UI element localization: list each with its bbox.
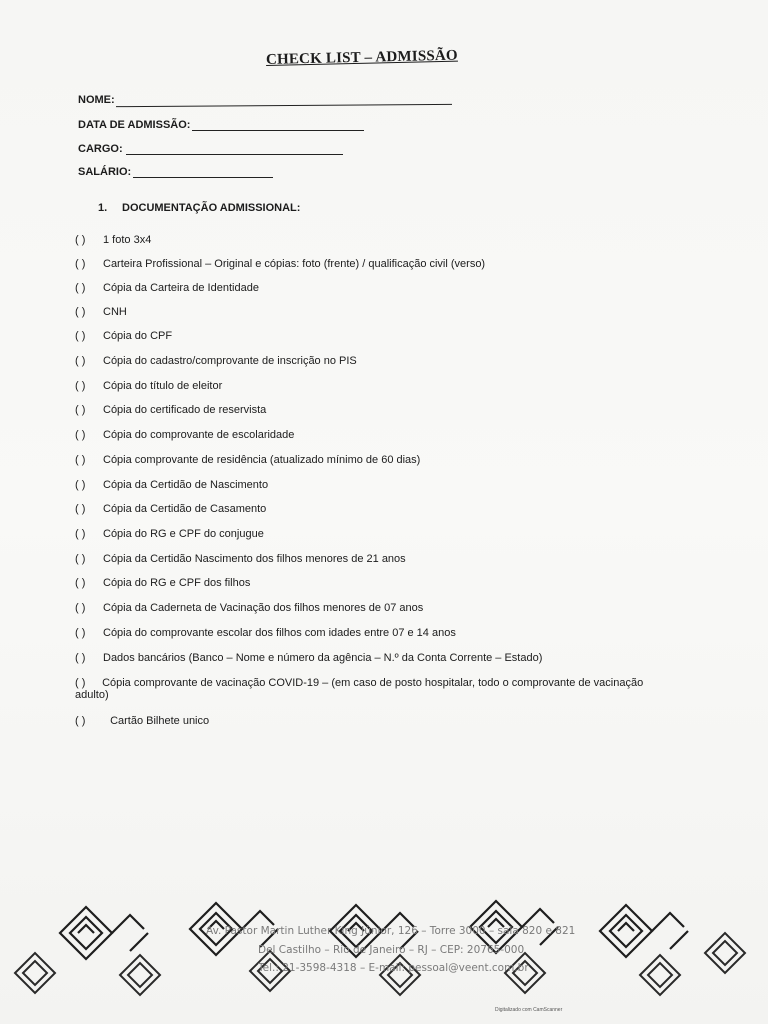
checklist-item: [75, 258, 485, 270]
checkbox-mark[interactable]: ( ): [75, 306, 86, 318]
checkbox-mark[interactable]: ( ): [75, 258, 86, 270]
checkbox-mark[interactable]: ( ): [75, 503, 86, 515]
checkbox-mark[interactable]: ( ): [75, 602, 86, 614]
section-label: DOCUMENTAÇÃO ADMISSIONAL:: [122, 202, 301, 214]
checklist-item: [75, 404, 266, 416]
checklist-item: [75, 234, 151, 246]
cargo-field: [78, 143, 123, 155]
checklist-item: [75, 602, 423, 614]
data-admissao-label: DATA DE ADMISSÃO:: [78, 119, 191, 131]
cargo-blank-line: [126, 154, 343, 155]
footer-contact: Tel.: 21-3598-4318 – E-mail: pessoal@veent.com.br: [258, 962, 529, 974]
cargo-label: CARGO:: [78, 143, 123, 155]
salario-label: SALÁRIO:: [78, 166, 132, 178]
nome-field: [78, 94, 115, 106]
section-heading: [98, 202, 300, 214]
checkbox-mark[interactable]: ( ): [75, 652, 86, 664]
checklist-item-label: Cópia do comprovante escolar dos filhos com idades entre 07 e 14 anos: [103, 627, 456, 639]
checklist-item: [75, 528, 264, 540]
salario-blank-line: [133, 177, 273, 178]
footer-address-line1: Av. Pastor Martin Luther King Júnior, 126 – Torre 3000 – sala 820 e 821: [206, 925, 576, 937]
checklist-item-label: Cópia do RG e CPF dos filhos: [103, 577, 251, 589]
footer-address-line2: Del Castilho – Rio de Janeiro – RJ – CEP: 20765-000: [258, 944, 525, 956]
checklist-item-label: Cópia do comprovante de escolaridade: [103, 429, 295, 441]
checklist-item-label: Cópia do título de eleitor: [103, 380, 223, 392]
checklist-item: [75, 282, 259, 294]
checkbox-mark[interactable]: ( ): [75, 715, 86, 727]
checklist-item-label: Cópia da Caderneta de Vacinação dos filhos menores de 07 anos: [103, 602, 424, 614]
checkbox-mark[interactable]: ( ): [75, 553, 86, 565]
checklist-item-covid: [75, 677, 675, 701]
checklist-item: [75, 503, 266, 515]
checklist-item-label: Cópia do CPF: [103, 330, 173, 342]
checklist-item: [75, 577, 250, 589]
checklist-item-covid-line2: adulto): [75, 689, 109, 701]
checklist-item-label: Cartão Bilhete unico: [110, 715, 210, 727]
checklist-item-last: [75, 715, 209, 727]
nome-blank-line: [116, 104, 452, 107]
page-title: CHECK LIST – ADMISSÃO: [265, 47, 459, 68]
checkbox-mark[interactable]: ( ): [75, 330, 86, 342]
checkbox-mark[interactable]: ( ): [75, 429, 86, 441]
checklist-item-label: CNH: [103, 306, 127, 318]
checklist-item: [75, 627, 456, 639]
checklist-item: [75, 652, 542, 664]
checklist-item-label: Cópia da Certidão Nascimento dos filhos menores de 21 anos: [103, 553, 406, 565]
checkbox-mark[interactable]: ( ): [75, 355, 86, 367]
checklist-item: [75, 479, 268, 491]
checkbox-mark[interactable]: ( ): [75, 380, 86, 392]
section-number: 1.: [98, 202, 108, 214]
checklist-item: [75, 553, 406, 565]
checkbox-mark[interactable]: ( ): [75, 627, 86, 639]
salario-field: [78, 166, 131, 178]
checklist-item-label: Cópia da Certidão de Casamento: [103, 503, 267, 515]
checklist-item: [75, 454, 420, 466]
checklist-item-label: Cópia do certificado de reservista: [103, 404, 267, 416]
checklist-item-label: Cópia da Carteira de Identidade: [103, 282, 259, 294]
data-admissao-blank-line: [192, 130, 364, 131]
checkbox-mark[interactable]: ( ): [75, 234, 86, 246]
checklist-item-label: Dados bancários (Banco – Nome e número da agência – N.º da Conta Corrente – Estado): [103, 652, 543, 664]
checklist-item-label: Carteira Profissional – Original e cópias: foto (frente) / qualificação civil (verso): [103, 258, 486, 270]
checklist-item-label: Cópia do RG e CPF do conjugue: [103, 528, 264, 540]
checklist-item: [75, 380, 222, 392]
data-admissao-field: [78, 119, 190, 131]
checklist-item-label: 1 foto 3x4: [103, 234, 152, 246]
checklist-item: [75, 355, 357, 367]
checklist-item: [75, 429, 294, 441]
checklist-item: [75, 306, 127, 318]
checklist-item-label: Cópia comprovante de residência (atualizado mínimo de 60 dias): [103, 454, 421, 466]
checkbox-mark[interactable]: ( ): [75, 577, 86, 589]
nome-label: NOME:: [78, 94, 115, 106]
checklist-item-label: Cópia do cadastro/comprovante de inscrição no PIS: [103, 355, 357, 367]
checkbox-mark[interactable]: ( ): [75, 479, 86, 491]
scanner-watermark: Digitalizado com CamScanner: [495, 1007, 563, 1013]
checklist-item-covid-line1: Cópia comprovante de vacinação COVID-19 – (em caso de posto hospitalar, todo o comprovante de vacinação: [102, 677, 644, 689]
checkbox-mark[interactable]: ( ): [75, 282, 86, 294]
checklist-item-label: Cópia da Certidão de Nascimento: [103, 479, 269, 491]
checkbox-mark[interactable]: ( ): [75, 404, 86, 416]
checkbox-mark[interactable]: ( ): [75, 528, 86, 540]
checkbox-mark[interactable]: ( ): [75, 677, 86, 689]
checkbox-mark[interactable]: ( ): [75, 454, 86, 466]
checklist-item: [75, 330, 172, 342]
